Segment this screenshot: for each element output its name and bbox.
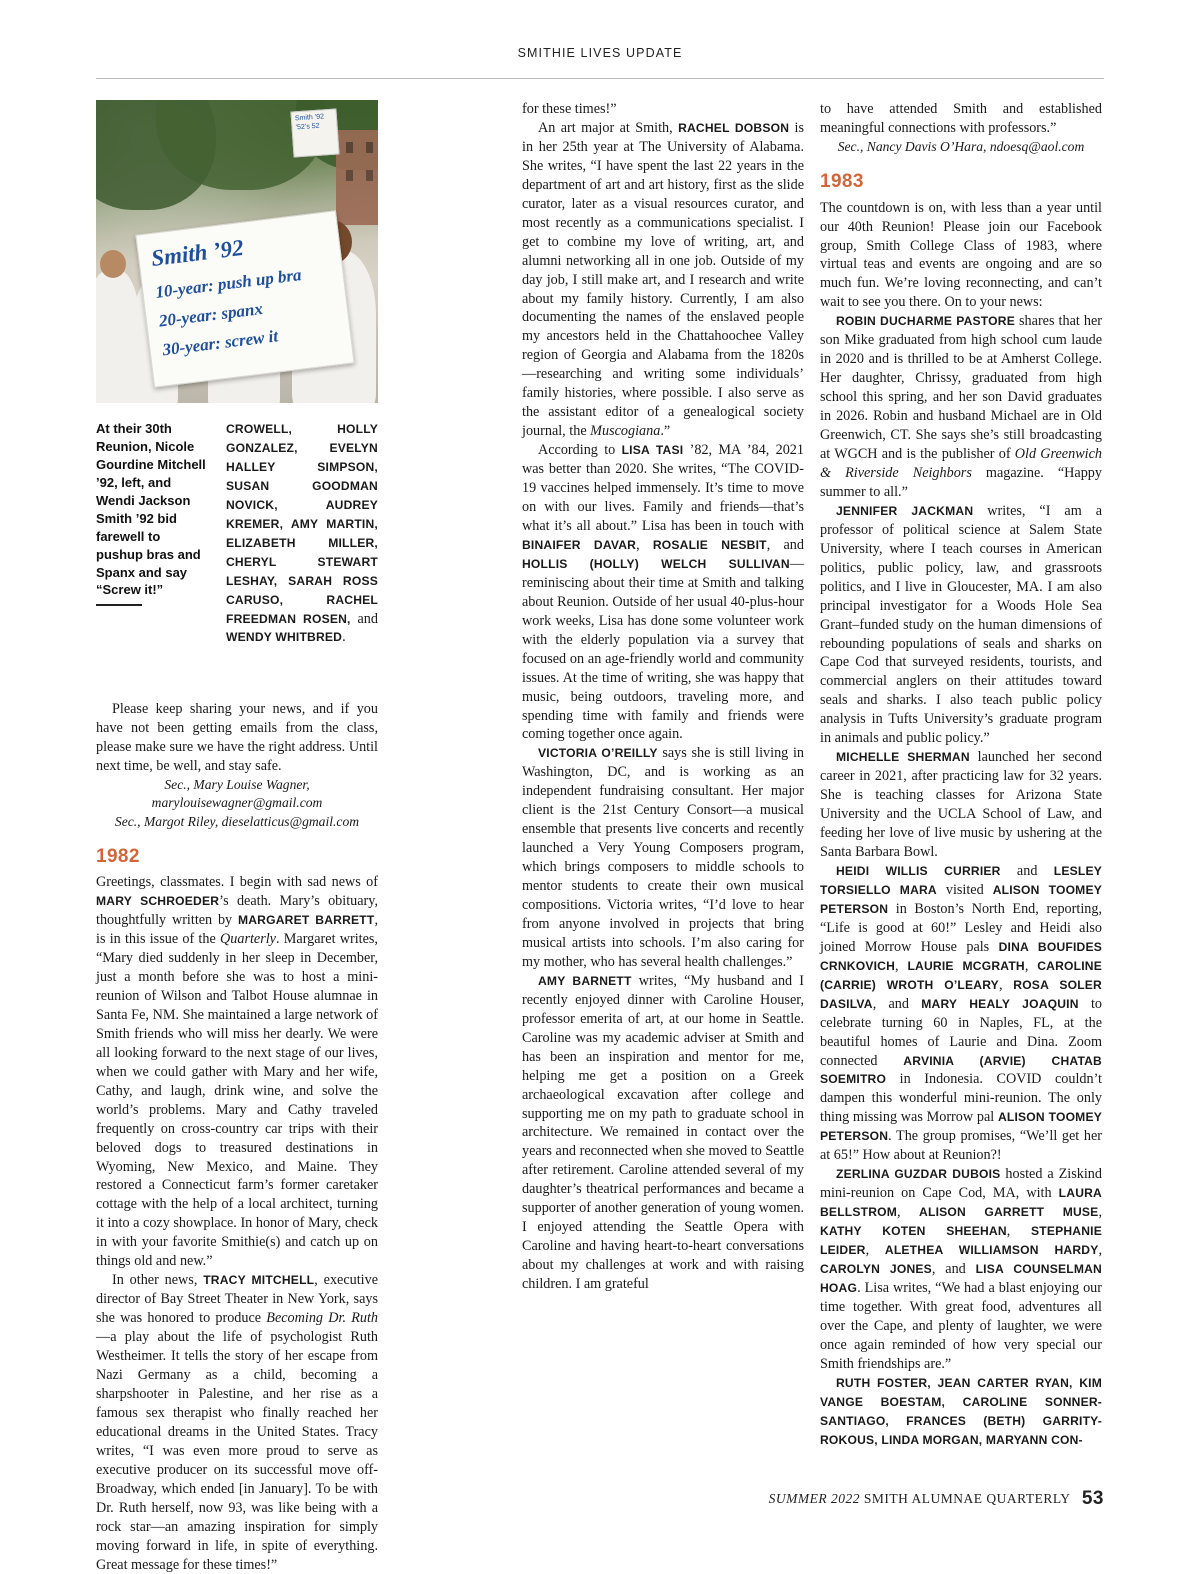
column-1-continued [96,700,378,1574]
paragraph-lisa-tasi: According to LISA TASI ’82, MA ’84, 2021 was better than 2020. She writes, “The COVID-19 vaccines helped immensely. It’s time to move on with our lives. Family and friends—that’s what it’s all about.” Lisa has been in touch with BINAIFER DAVAR, ROSALIE NESBIT, and HOLLIS (HOLLY) WELCH SULLIVAN—reminiscing about their time at Smith and talking about Reunion. Outside of her usual 40-plus-hour work weeks, Lisa has done some volunteer work with the elderly population via a survey that focused on an age-friendly world and community issues. At the time of writing, she was happy that music, being outdoors, traveling more, and spending time with family and friends were coming together once again. [522,442,804,743]
paragraph-names: CROWELL, HOLLY GONZALEZ, EVELYN HALLEY SIMPSON, SUSAN GOODMAN NOVICK, AUDREY KREMER, AMY MARTIN, ELIZABETH MILLER, CHERYL STEWART LESHAY, SARAH ROSS CARUSO, RACHEL FREEDMAN ROSEN, and WENDY WHITBRED. [226,422,378,646]
publication-label: SMITH ALUMNAE QUARTERLY [863,1491,1070,1506]
paragraph-amy-barnett: AMY BARNETT writes, “My husband and I recently enjoyed dinner with Caroline Houser, professor emerita of art, at our home in Seattle. Caroline was my academic adviser at Smith and has been an inspiration and mentor for me, helping me get a position on a Greek archaeological excavation after college and supporting me on my path to graduate school in architecture. We remained in contact over the years and reconnected when she moved to Seattle after retirement. Caroline attended several of my daughter’s theatrical performances and became a supporter of another generation of young women. I enjoyed attending the Seattle Opera with Caroline and having heart-to-heart conversations about my challenges at work and with raising children. I am grateful [522,972,804,1293]
sign-line-4: 30-year: screw it [161,326,280,360]
class-year-heading-1983: 1983 [820,171,864,193]
paragraph-carryover-2: to have attended Smith and established meaningful connections with professors.” [820,101,1102,136]
small-sign: Smith ’92 ’52’s 52 [290,108,339,157]
paragraph-names-list: RUTH FOSTER, JEAN CARTER RYAN, KIM VANGE BOESTAM, CAROLINE SONNER-SANTIAGO, FRANCES (BETH) GARRITY-ROKOUS, LINDA MORGAN, MARYANN CON- [820,1375,1102,1447]
page-number: 53 [1081,1488,1104,1509]
sign-line-1: Smith ’92 [149,234,245,272]
secretary-signature-3: Sec., Nancy Davis O’Hara, ndoesq@aol.com [837,138,1085,154]
paragraph-michelle-sherman: MICHELLE SHERMAN launched her second career in 2021, after practicing law for 32 years. She is teaching classes for Arizona State University and the UCLA School of Law, and feeding her love of live music by ushering at the Santa Barbara Bowl. [820,749,1102,861]
paragraph-jennifer-jackman: JENNIFER JACKMAN writes, “I am a professor of political science at Salem State University, where I teach courses in American politics, public policy, law, and grassroots politics, and I live in Gloucester, MA. I am also principal investigator for a Woods Hole Sea Grant–funded study on the human dimensions of rebounding populations of seals and sharks on Cape Cod that surveyed residents, tourists, and commercial anglers on their attitudes toward seals and sharks. I also teach public policy analysis in Tufts University’s graduate program in animals and public policy.” [820,502,1102,747]
running-head: SMITHIE LIVES UPDATE [517,46,683,60]
paragraph-1982-2: In other news, TRACY MITCHELL, executive director of Bay Street Theater in New York, says she was honored to produce Becoming Dr. Ruth—a play about the life of psychologist Ruth Westheimer. It tells the story of her escape from Nazi Germany as a child, becoming a sharpshooter in Palestine, and her rise as a famous sex therapist who finally reached her educational dreams in the United States. Tracy writes, “I was even more proud to serve as executive producer on its successful move off-Broadway, which ended [in January]. To be with Dr. Ruth herself, now 93, was like being with a rock star—an amazing inspiration for simply moving forward in life, in spite of everything. Great message for these times!” [96,1272,378,1573]
reunion-photo [96,100,378,403]
paragraph-ziskind-minireunion: ZERLINA GUZDAR DUBOIS hosted a Ziskind mini-reunion on Cape Cod, MA, with LAURA BELLSTROM, ALISON GARRETT MUSE, KATHY KOTEN SHEEHAN, STEPHANIE LEIDER, ALETHEA WILLIAMSON HARDY, CAROLYN JONES, and LISA COUNSELMAN HOAG. Lisa writes, “We had a blast enjoying our time together. With great food, adventures all over the Cape, and plenty of laughter, we were once again reminded of how very special our Smith friendships are.” [820,1166,1103,1372]
caption-rule [96,604,142,606]
header-divider [96,78,1104,79]
column-2 [522,100,804,1294]
column-3 [820,100,1102,1450]
paragraph-rachel-dobson: An art major at Smith, RACHEL DOBSON is in her 25th year at The University of Alabama. She writes, “I have spent the last 22 years in the department of art and art history, first as the slide curator, later as a visual resources curator, and most recently as a communications specialist. I get to combine my love of writing, art, and alumni networking all in one job. Outside of my day job, I still make art, and I research and write about my family history. Currently, I am also documenting the names of the enslaved people my ancestors held in the Chattahoochee Valley region of Georgia and Alabama from the 1820s—researching and writing some individuals’ family histories, where possible. I also serve as the assistant editor of a genealogical society journal, the Muscogiana.” [522,119,804,440]
column-1-top [226,420,378,647]
paragraph-morrow-house: HEIDI WILLIS CURRIER and LESLEY TORSIELLO MARA visited ALISON TOOMEY PETERSON in Boston’s North End, reporting, “Life is good at 60!” Lesley and Heidi also joined Morrow House pals DINA BOUFIDES CRNKOVICH, LAURIE MCGRATH, CAROLINE (CARRIE) WROTH O’LEARY, ROSA SOLER DASILVA, and MARY HEALY JOAQUIN to celebrate turning 60 in Naples, FL, at the beautiful homes of Laurie and Dina. Zoom connected ARVINIA (ARVIE) CHATAB SOEMITRO in Indonesia. COVID couldn’t dampen this wonderful mini-reunion. The only thing missing was Morrow pal ALISON TOOMEY PETERSON. The group promises, “We’ll get her at 65!” How about at Reunion?! [820,862,1103,1164]
paragraph-keep-sharing: Please keep sharing your news, and if you have not been getting emails from the class, please make sure we have the right address. Until next time, be well, and stay safe. [96,701,378,774]
photo-caption: At their 30th Reunion, Nicole Gourdine Mitchell ’92, left, and Wendi Jackson Smith ’92 bid farewell to pushup bras and Spanx and say “Screw it!” [96,421,206,598]
paragraph-victoria-oreilly: VICTORIA O’REILLY says she is still living in Washington, DC, and is working as an independent fundraising consultant. Her major client is the 21st Century Consort—a musical ensemble that presents live concerts and recently launched a Very Young Composers program, which brings composers to middle schools to mentor students to create their own musical compositions. Victoria writes, “I’d love to hear from anyone involved in projects that bring musical artists into schools. I’m also caring for my mother, who has several health challenges.” [522,745,804,970]
paragraph-robin-pastore: ROBIN DUCHARME PASTORE shares that her son Mike graduated from high school cum laude in 2020 and is thrilled to be at Amherst College. Her daughter, Chrissy, graduated from high school this spring, and her son David graduates in 2026. Robin and husband Michael are in Old Greenwich, CT. She says she’s still broadcasting at WGCH and is the publisher of Old Greenwich & Riverside Neighbors magazine. “Happy summer to all.” [820,313,1102,500]
sign-line-2: 10-year: push up bra [154,265,303,302]
paragraph-carryover: for these times!” [522,101,617,117]
secretary-signature-1: Sec., Mary Louise Wagner, marylouisewagner@gmail.com [151,776,323,811]
paragraph-1983-intro: The countdown is on, with less than a year until our 40th Reunion! Please join our Facebook group, Smith College Class of 1983, where virtual teas and events are ongoing and are so much fun. We’re loving reconnecting, and can’t wait to see you there. On to your news: [820,199,1102,311]
class-name-last: WENDY WHITBRED [226,630,343,645]
issue-label: SUMMER 2022 [768,1491,861,1506]
paragraph-1982-1: Greetings, classmates. I begin with sad news of MARY SCHROEDER’s death. Mary’s obituary, thoughtfully written by MARGARET BARRETT, is in this issue of the Quarterly. Margaret writes, “Mary died suddenly in her sleep in December, just a month before she was to host a mini-reunion of Wilson and Talbot House alumnae in Santa Fe, NM. She maintained a large network of Smith friends who will miss her dearly. We were all looking forward to the next stage of our lives, when we could gather with Mary and her wife, Cathy, and laugh, drink wine, and solve the world’s problems. Mary and Cathy traveled frequently on cross-country car trips with their beloved dogs to treasured destinations in Wyoming, New Mexico, and Maine. They restored a Connecticut farm’s former caretaker cottage with the help of a local architect, turning it into a cozy showplace. In honor of Mary, check in with your favorite Smithie(s) and catch up on things old and new.” [96,874,378,1270]
secretary-signature-2: Sec., Margot Riley, dieselatticus@gmail.com [114,813,360,829]
sign-line-3: 20-year: spanx [157,298,264,331]
page-footer [0,1488,1200,1510]
class-year-heading-1982: 1982 [96,845,140,867]
class-names: CROWELL, HOLLY GONZALEZ, EVELYN HALLEY SIMPSON, SUSAN GOODMAN NOVICK, AUDREY KREMER, AMY MARTIN, ELIZABETH MILLER, CHERYL STEWART LESHAY, SARAH ROSS CARUSO, RACHEL FREEDMAN ROSEN, [226,422,378,626]
reunion-sign [135,210,354,387]
